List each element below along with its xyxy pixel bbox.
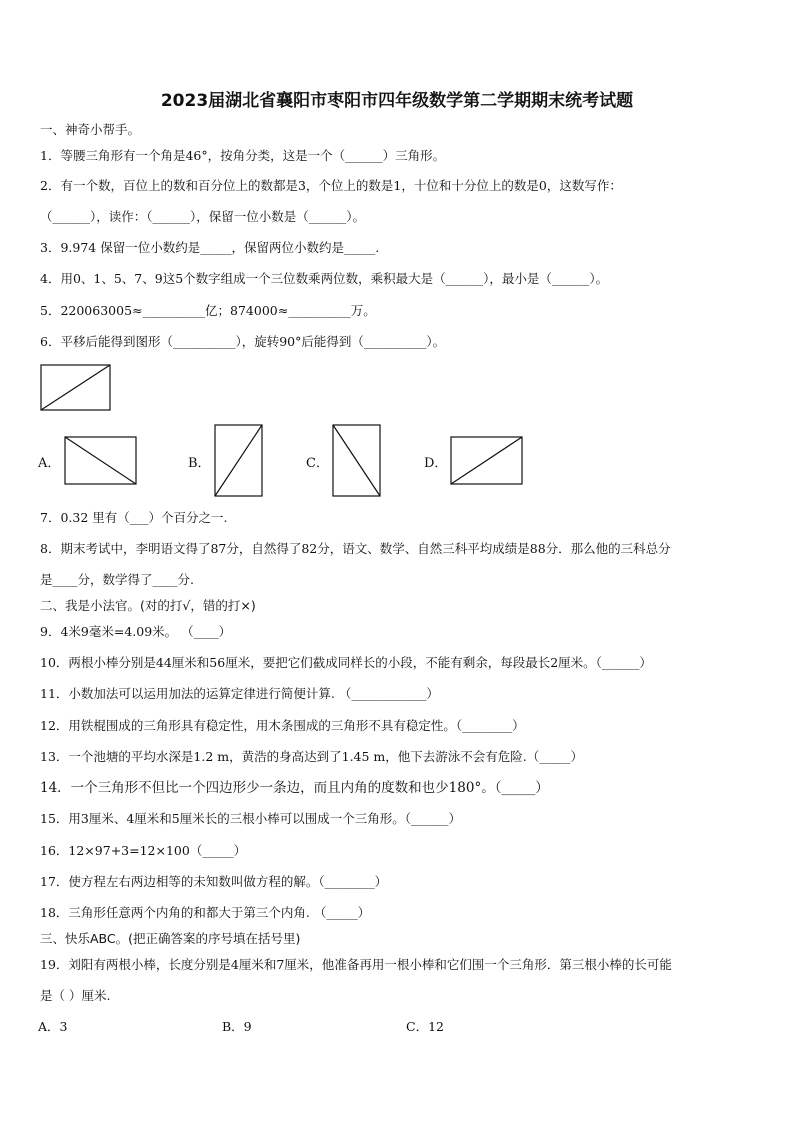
question-7: 7．0.32 里有（___）个百分之一. xyxy=(40,510,228,525)
question-11: 11．小数加法可以运用加法的运算定律进行简便计算. （____________） xyxy=(40,686,439,701)
question-3: 3．9.974 保留一位小数约是_____，保留两位小数约是_____. xyxy=(40,240,380,255)
section-heading-1: 一、神奇小帮手。 xyxy=(40,122,141,137)
question-4: 4．用0、1、5、7、9这5个数字组成一个三位数乘两位数，乘积最大是（______），最小是（______）。 xyxy=(40,271,609,286)
question-19-option-b: B．9 xyxy=(222,1019,252,1034)
original-figure xyxy=(40,364,112,412)
section-heading-2: 二、我是小法官。(对的打√，错的打×) xyxy=(40,598,256,613)
question-5: 5．220063005≈__________亿；874000≈__________万。 xyxy=(40,303,376,318)
question-8-line-2: 是____分，数学得了____分. xyxy=(40,572,194,587)
option-a-figure xyxy=(64,436,138,486)
option-d-figure xyxy=(450,436,524,486)
question-18: 18．三角形任意两个内角的和都大于第三个内角. （_____） xyxy=(40,905,371,920)
question-6: 6．平移后能得到图形（__________），旋转90°后能得到（__________）。 xyxy=(40,334,446,349)
option-c-label: C． xyxy=(306,456,329,471)
page-title: 2023届湖北省襄阳市枣阳市四年级数学第二学期期末统考试题 xyxy=(160,91,634,111)
section-heading-3: 三、快乐ABC。(把正确答案的序号填在括号里) xyxy=(40,931,301,946)
question-2-line-2: （______），读作：（______），保留一位小数是（______）。 xyxy=(40,209,366,224)
question-12: 12．用铁棍围成的三角形具有稳定性，用木条围成的三角形不具有稳定性。（________） xyxy=(40,718,525,733)
question-1: 1．等腰三角形有一个角是46°，按角分类，这是一个（______）三角形。 xyxy=(40,148,446,163)
question-13: 13．一个池塘的平均水深是1.2 m，黄浩的身高达到了1.45 m，他下去游泳不会有危险.（_____） xyxy=(40,749,583,764)
question-8-line-1: 8．期末考试中，李明语文得了87分，自然得了82分，语文、数学、自然三科平均成绩是88分．那么他的三科总分 xyxy=(40,541,671,556)
question-2-line-1: 2．有一个数，百位上的数和百分位上的数都是3，个位上的数是1，十位和十分位上的数是0，这数写作： xyxy=(40,178,622,193)
question-17: 17．使方程左右两边相等的未知数叫做方程的解。（________） xyxy=(40,874,388,889)
question-16: 16．12×97+3=12×100（_____） xyxy=(40,843,247,858)
option-b-figure xyxy=(214,424,264,498)
option-d-label: D． xyxy=(424,456,448,471)
question-10: 10．两根小棒分别是44厘米和56厘米，要把它们截成同样长的小段，不能有剩余，每段最长2厘米。（______） xyxy=(40,655,652,670)
question-15: 15．用3厘米、4厘米和5厘米长的三根小棒可以围成一个三角形。（______） xyxy=(40,811,462,826)
option-a-label: A． xyxy=(38,456,61,471)
question-19-option-c: C．12 xyxy=(406,1019,444,1034)
question-19-line-1: 19．刘阳有两根小棒，长度分别是4厘米和7厘米，他准备再用一根小棒和它们围一个三角形．第三根小棒的长可能 xyxy=(40,957,672,972)
option-b-label: B． xyxy=(188,456,211,471)
question-19-option-a: A．3 xyxy=(38,1019,68,1034)
question-14: 14．一个三角形不但比一个四边形少一条边，而且内角的度数和也少180°。（_____） xyxy=(40,780,549,796)
question-9: 9．4米9毫米=4.09米。 （____） xyxy=(40,624,232,639)
option-c-figure xyxy=(332,424,382,498)
question-19-line-2: 是（ ）厘米. xyxy=(40,988,111,1003)
